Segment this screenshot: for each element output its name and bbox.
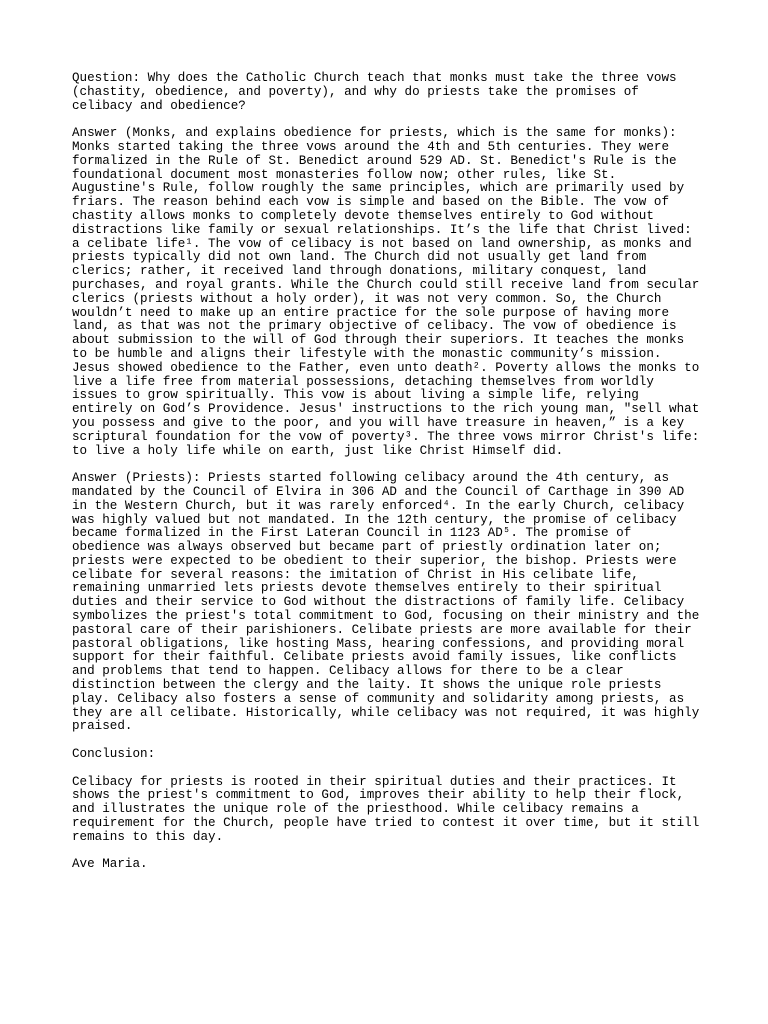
answer-priests-paragraph: [72, 472, 712, 734]
text-line: mandated by the Council of Elvira in 306 AD and the Council of Carthage in 390 AD: [72, 484, 685, 499]
text-line: distractions like family or sexual relationships. It’s the life that Christ lived:: [72, 222, 692, 237]
text-line: clerics (priests without a holy order), it was not very common. So, the Church: [72, 291, 662, 306]
text-line: chastity allows monks to completely devote themselves entirely to God without: [72, 208, 654, 223]
text-line: in the Western Church, but it was rarely enforced⁴. In the early Church, celibacy: [72, 498, 685, 513]
text-line: to live a holy life while on earth, just like Christ Himself did.: [72, 443, 564, 458]
text-line: shows the priest's commitment to God, improves their ability to help their flock,: [72, 788, 685, 803]
text-line: duties and their service to God without the distractions of family life. Celibacy: [72, 595, 685, 610]
text-line: remaining unmarried lets priests devote themselves entirely to their spiritual: [72, 581, 662, 596]
text-line: to be humble and aligns their lifestyle with the monastic community’s mission.: [72, 346, 662, 361]
text-line: was highly valued but not mandated. In the 12th century, the promise of celibacy: [72, 512, 677, 527]
text-line: clerics; rather, it received land through donations, military conquest, land: [72, 264, 647, 279]
text-line: Answer (Monks, and explains obedience for priests, which is the same for monks):: [72, 126, 677, 141]
text-line: celibate for several reasons: the imitation of Christ in His celibate life,: [72, 567, 639, 582]
text-line: formalized in the Rule of St. Benedict around 529 AD. St. Benedict's Rule is the: [72, 153, 677, 168]
conclusion-heading: [72, 748, 712, 762]
text-line: Augustine's Rule, follow roughly the same principles, which are primarily used by: [72, 181, 685, 196]
text-line: Answer (Priests): Priests started following celibacy around the 4th century, as: [72, 471, 670, 486]
text-line: play. Celibacy also fosters a sense of community and solidarity among priests, as: [72, 691, 685, 706]
text-line: priests typically did not own land. The Church did not usually get land from: [72, 250, 647, 265]
text-line: pastoral obligations, like hosting Mass, hearing confessions, and providing moral: [72, 636, 685, 651]
text-line: scriptural foundation for the vow of poverty³. The three vows mirror Christ's life:: [72, 429, 700, 444]
text-line: wouldn’t need to make up an entire practice for the sole purpose of having more: [72, 305, 670, 320]
text-line: symbolizes the priest's total commitment to God, focusing on their ministry and the: [72, 609, 700, 624]
answer-monks-paragraph: [72, 127, 712, 458]
text-line: friars. The reason behind each vow is simple and based on the Bible. The vow of: [72, 195, 670, 210]
text-line: foundational document most monasteries follow now; other rules, like St.: [72, 167, 617, 182]
text-line: celibacy and obedience?: [72, 98, 246, 113]
text-line: Monks started taking the three vows around the 4th and 5th centuries. They were: [72, 139, 670, 154]
text-line: about submission to the will of God through their superiors. It teaches the monks: [72, 333, 685, 348]
text-line: obedience was always observed but became part of priestly ordination later on;: [72, 540, 662, 555]
text-line: requirement for the Church, people have tried to contest it over time, but it still: [72, 816, 700, 831]
text-line: priests were expected to be obedient to their superior, the bishop. Priests were: [72, 553, 677, 568]
text-line: land, as that was not the primary objective of celibacy. The vow of obedience is: [72, 319, 677, 334]
text-line: distinction between the clergy and the laity. It shows the unique role priests: [72, 678, 662, 693]
text-line: entirely on God’s Providence. Jesus' instructions to the rich young man, "sell what: [72, 402, 700, 417]
text-line: became formalized in the First Lateran Council in 1123 AD⁵. The promise of: [72, 526, 632, 541]
text-line: Jesus showed obedience to the Father, even unto death². Poverty allows the monks to: [72, 360, 700, 375]
document-page: [72, 72, 712, 886]
text-line: remains to this day.: [72, 829, 224, 844]
text-line: pastoral care of their parishioners. Celibate priests are more available for their: [72, 622, 692, 637]
closing-line: [72, 858, 712, 872]
text-line: live a life free from material possessions, detaching themselves from worldly: [72, 374, 654, 389]
text-line: Celibacy for priests is rooted in their spiritual duties and their practices. It: [72, 774, 677, 789]
text-line: a celibate life¹. The vow of celibacy is not based on land ownership, as monks and: [72, 236, 692, 251]
text-line: Conclusion:: [72, 747, 156, 762]
text-line: and problems that tend to happen. Celibacy allows for there to be a clear: [72, 664, 624, 679]
question-paragraph: [72, 72, 712, 113]
text-line: (chastity, obedience, and poverty), and why do priests take the promises of: [72, 84, 639, 99]
text-line: issues to grow spiritually. This vow is about living a simple life, relying: [72, 388, 639, 403]
text-line: purchases, and royal grants. While the Church could still receive land from secular: [72, 277, 700, 292]
text-line: support for their faithful. Celibate priests avoid family issues, like conflicts: [72, 650, 677, 665]
text-line: you possess and give to the poor, and you will have treasure in heaven,” is a key: [72, 415, 685, 430]
text-line: and illustrates the unique role of the priesthood. While celibacy remains a: [72, 802, 639, 817]
text-line: Ave Maria.: [72, 857, 148, 872]
text-line: praised.: [72, 719, 133, 734]
text-line: they are all celibate. Historically, while celibacy was not required, it was highly: [72, 705, 700, 720]
text-line: Question: Why does the Catholic Church teach that monks must take the three vows: [72, 71, 677, 85]
conclusion-paragraph: [72, 776, 712, 845]
